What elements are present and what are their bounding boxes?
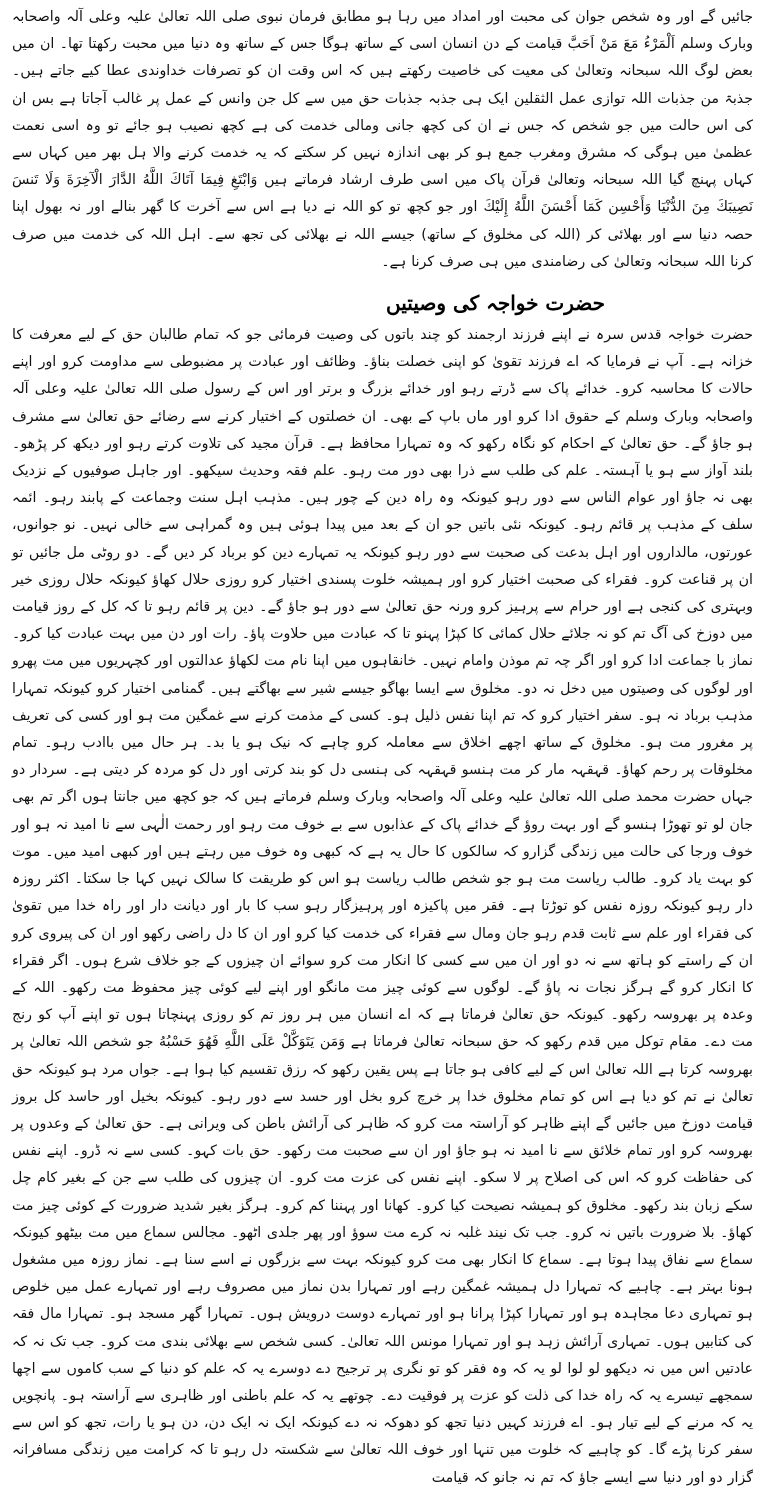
opening-paragraph: جائیں گے اور وہ شخص جوان کی محبت اور امداد میں رہا ہو مطابق فرمان نبوی صلی اللہ تعالیٰ علیہ وعلی آلہ واصحابہ وبارک وسلم اَلْمَرْءُ مَعَ مَنْ اَحَبَّ قیامت کے دن انسان اسی کے ساتھ ہوگا جس کے ساتھ وہ دنیا میں محبت رکھتا تھا۔ ان میں بعض لوگ اللہ سبحانہ وتعالیٰ کی معیت کی خاصیت رکھتے ہیں کہ اس وقت ان کو تصرفات خداوندی عطا کیے جاتے ہیں۔ جذبۃ من جذبات اللہ توازی عمل الثقلین ایک ہی جذبہ جذبات حق میں سے کل جن وانس کے عمل پر غالب آجاتا ہے بس ان کی اس حالت میں جو شخص کہ جس نے ان کی کچھ جانی ومالی خدمت کی ہے کچھ نصیب ہو جائے تو وہ اسی نعمت عظمیٰ میں ہوگی کہ مشرق ومغرب جمع ہو کر بھی اندازہ نہیں کر سکتے کہ یہ خدمت کرنے والا ہل بھر میں کہاں سے کہاں پہنچ گیا اللہ سبحانہ وتعالیٰ قرآن پاک میں اسی طرف ارشاد فرماتے ہیں وَابْتَغِ فِيمَا آتَاكَ اللَّهُ الدَّارَ الْآخِرَةَ وَلَا تَنسَ نَصِيبَكَ مِنَ الدُّنْيَا وَأَحْسِن كَمَا أَحْسَنَ اللَّهُ إِلَيْكَ اور جو کچھ تو کو اللہ نے دیا ہے اس سے آخرت کا گھر بنالے اور نہ بھول اپنا حصہ دنیا سے اور بھلائی کر (اللہ کی مخلوق کے ساتھ) جیسے اللہ نے بھلائی کی تجھ سے۔ اہل اللہ کی خدمت میں صرف کرنا اللہ سبحانہ وتعالیٰ کی رضامندی میں ہی صرف کرنا ہے۔ — [12, 9, 753, 270]
section-heading: حضرت خواجہ کی وصیتیں — [386, 291, 605, 316]
wills-paragraph: حضرت خواجہ قدس سرہ نے اپنے فرزند ارجمند کو چند باتوں کی وصیت فرمائی جو کہ تمام طالبان حق کے لیے معرفت کا خزانہ ہے۔ آپ نے فرمایا کہ اے فرزند تقویٰ کو اپنی خصلت بناؤ۔ وظائف اور عبادت پر مضبوطی سے مداومت کرو اور اپنے حالات کا محاسبہ کرو۔ خدائے پاک سے ڈرتے رہو اور خدائے بزرگ و برتر اور اس کے رسول صلی اللہ تعالیٰ علیہ وعلی آلہ واصحابہ وبارک وسلم کے حقوق ادا کرو اور ماں باپ کے بھی۔ ان خصلتوں کے اختیار کرنے سے رضائے حق تعالیٰ سے مشرف ہو جاؤ گے۔ حق تعالیٰ کے احکام کو نگاہ رکھو کہ وہ تمہارا محافظ ہے۔ قرآن مجید کی تلاوت کرتے رہو اور دیکھ کر پڑھو۔ بلند آواز سے ہو یا آہستہ۔ علم کی طلب سے ذرا بھی دور مت رہو۔ علم فقہ وحدیث سیکھو۔ اور جاہل صوفیوں کے نزدیک بھی نہ جاؤ اور عوام الناس سے دور رہو کیونکہ وہ راہ دین کے چور ہیں۔ مذہب اہل سنت وجماعت کے پابند رہو۔ ائمہ سلف کے مذہب پر قائم رہو۔ کیونکہ نئی باتیں جو ان کے بعد میں پیدا ہوئی ہیں وہ گمراہی سے خالی نہیں۔ نو جوانوں، عورتوں، مالداروں اور اہل بدعت کی صحبت سے دور رہو کیونکہ یہ تمہارے دین کو برباد کر دیں گے۔ دو روٹی مل جائیں تو ان پر قناعت کرو۔ فقراء کی صحبت اختیار کرو اور ہمیشہ خلوت پسندی اختیار کرو روزی حلال کھاؤ کیونکہ حلال روزی خیر وبہتری کی کنجی ہے اور حرام سے پرہیز کرو ورنہ حق تعالیٰ سے دور ہو جاؤ گے۔ دین پر قائم رہو تا کہ کل کے روز قیامت میں دوزخ کی آگ تم کو نہ جلائے حلال کمائی کا کپڑا پہنو تا کہ عبادت میں حلاوت پاؤ۔ رات اور دن میں بہت عبادت کیا کرو۔ نماز با جماعت ادا کرو اور اگر چہ تم موذن وامام نہیں۔ خانقاہوں میں اپنا نام مت لکھاؤ عدالتوں اور کچہریوں میں مت پھرو اور لوگوں کی وصیتوں میں دخل نہ دو۔ مخلوق سے ایسا بھاگو جیسے شیر سے بھاگتے ہیں۔ گمنامی اختیار کرو کیونکہ تمہارا مذہب برباد نہ ہو۔ سفر اختیار کرو کہ تم اپنا نفس ذلیل ہو۔ کسی کے مذمت کرنے سے غمگین مت ہو اور کسی کی تعریف پر مغرور مت ہو۔ مخلوق کے ساتھ اچھے اخلاق سے معاملہ کرو چاہے کہ نیک ہو یا بد۔ ہر حال میں باادب رہو۔ تمام مخلوقات پر رحم کھاؤ۔ قہقہہ مار کر مت ہنسو قہقہہ کی ہنسی دل کو بند کرتی اور دل کو مردہ کر دیتی ہے۔ سردار دو جہاں حضرت محمد صلی اللہ تعالیٰ علیہ وعلی آلہ واصحابہ وبارک وسلم فرماتے ہیں کہ جو کچھ میں جانتا ہوں اگر تم بھی جان لو تو تھوڑا ہنسو گے اور بہت روؤ گے خدائے پاک کے عذابوں سے بے خوف مت رہو اور رحمت الٰہی سے نا امید نہ ہو اور خوف ورجا کی حالت میں زندگی گزارو کہ سالکوں کا حال یہ ہے کہ کبھی وہ خوف میں رہتے ہیں اور کبھی امید میں۔ موت کو بہت یاد کرو۔ طالب ریاست مت ہو جو شخص طالب ریاست ہو اس کو طریقت کا سالک نہیں کہا جا سکتا۔ اکثر روزہ دار رہو کیونکہ روزہ نفس کو توڑتا ہے۔ فقر میں پاکیزہ اور پرہیزگار رہو سب کا بار اور دیانت دار اور راہ خدا میں تقویٰ کی فقراء اور علم سے ثابت قدم رہو جان ومال سے فقراء کی خدمت کیا کرو اور ان کا دل راضی رکھو اور ان کی پیروی کرو ان کے راستے کو ہاتھ سے نہ دو اور ان میں سے کسی کا انکار مت کرو سوائے ان چیزوں کے جو خلاف شرع ہوں۔ اگر فقراء کا انکار کرو گے ہرگز نجات نہ پاؤ گے۔ لوگوں سے کوئی چیز مت مانگو اور اپنے لیے کوئی چیز محفوظ مت رکھو۔ اللہ کے وعدہ پر بھروسہ رکھو۔ کیونکہ حق تعالیٰ فرماتا ہے کہ اے انسان میں ہر روز تم کو روزی پہنچاتا ہوں تو اپنے آپ کو رنج مت دے۔ مقام توکل میں قدم رکھو کہ حق سبحانہ تعالیٰ فرماتا ہے وَمَن يَتَوَكَّلْ عَلَى اللَّهِ فَهُوَ حَسْبُهُ جو شخص اللہ تعالیٰ پر بھروسہ کرتا ہے اللہ تعالیٰ اس کے لیے کافی ہو جاتا ہے پس یقین رکھو کہ رزق تقسیم کیا ہوا ہے۔ جواں مرد ہو کیونکہ حق تعالیٰ نے تم کو دیا ہے اس کو تمام مخلوق خدا پر خرچ کرو بخل اور حسد سے دور رہو۔ کیونکہ بخیل اور حاسد کل بروز قیامت دوزخ میں جائیں گے اپنے ظاہر کو آراستہ مت کرو کہ ظاہر کی آرائش باطن کی ویرانی ہے۔ حق تعالیٰ کے وعدوں پر بھروسہ کرو اور تمام خلائق سے نا امید نہ ہو جاؤ اور ان سے صحبت مت رکھو۔ حق بات کہو۔ کسی سے نہ ڈرو۔ اپنے نفس کی حفاظت کرو کہ اس کی اصلاح پر لا سکو۔ اپنے نفس کی عزت مت کرو۔ ان چیزوں کی طلب سے جن کے بغیر کام چل سکے زبان بند رکھو۔ مخلوق کو ہمیشہ نصیحت کیا کرو۔ کھانا اور پہننا کم کرو۔ ہرگز بغیر شدید ضرورت کے کوئی چیز مت کھاؤ۔ بلا ضرورت باتیں نہ کرو۔ جب تک نیند غلبہ نہ کرے مت سوؤ اور پھر جلدی اٹھو۔ مجالس سماع میں مت بیٹھو کیونکہ سماع سے نفاق پیدا ہوتا ہے۔ سماع کا انکار بھی مت کرو کیونکہ بہت سے بزرگوں نے اسے سنا ہے۔ نماز روزہ میں مشغول ہونا بہتر ہے۔ چاہیے کہ تمہارا دل ہمیشہ غمگین رہے اور تمہارا بدن نماز میں مصروف رہے اور تمہارے عمل میں خلوص ہو تمہاری دعا مجاہدہ ہو اور تمہارا کپڑا پرانا ہو اور تمہارے دوست درویش ہوں۔ تمہارا گھر مسجد ہو۔ تمہارا مال فقہ کی کتابیں ہوں۔ تمہاری آرائش زہد ہو اور تمہارا مونس اللہ تعالیٰ۔ کسی شخص سے بھلائی بندی مت کرو۔ جب تک نہ کہ عادتیں اس میں نہ دیکھو لو لوا لو یہ کہ وہ فقر کو تو نگری پر ترجیح دے دوسرے یہ کہ علم کو دنیا کے سب کاموں سے اچھا سمجھے تیسرے یہ کہ راہ خدا کی ذلت کو عزت پر فوقیت دے۔ چوتھے یہ کہ علم باطنی اور ظاہری سے آراستہ ہو۔ پانچویں یہ کہ مرنے کے لیے تیار ہو۔ اے فرزند کہیں دنیا تجھ کو دھوکہ نہ دے کیونکہ ایک نہ ایک دن، دن ہو یا رات، تجھ کو اس سے سفر کرنا پڑے گا۔ کو چاہیے کہ خلوت میں تنہا اور خوف اللہ تعالیٰ سے شکستہ دل رہو تا کہ کرامت میں زندگی مسافرانہ گزار دو اور دنیا سے ایسے جاؤ کہ تم نہ جانو کہ قیامت — [12, 327, 753, 1486]
